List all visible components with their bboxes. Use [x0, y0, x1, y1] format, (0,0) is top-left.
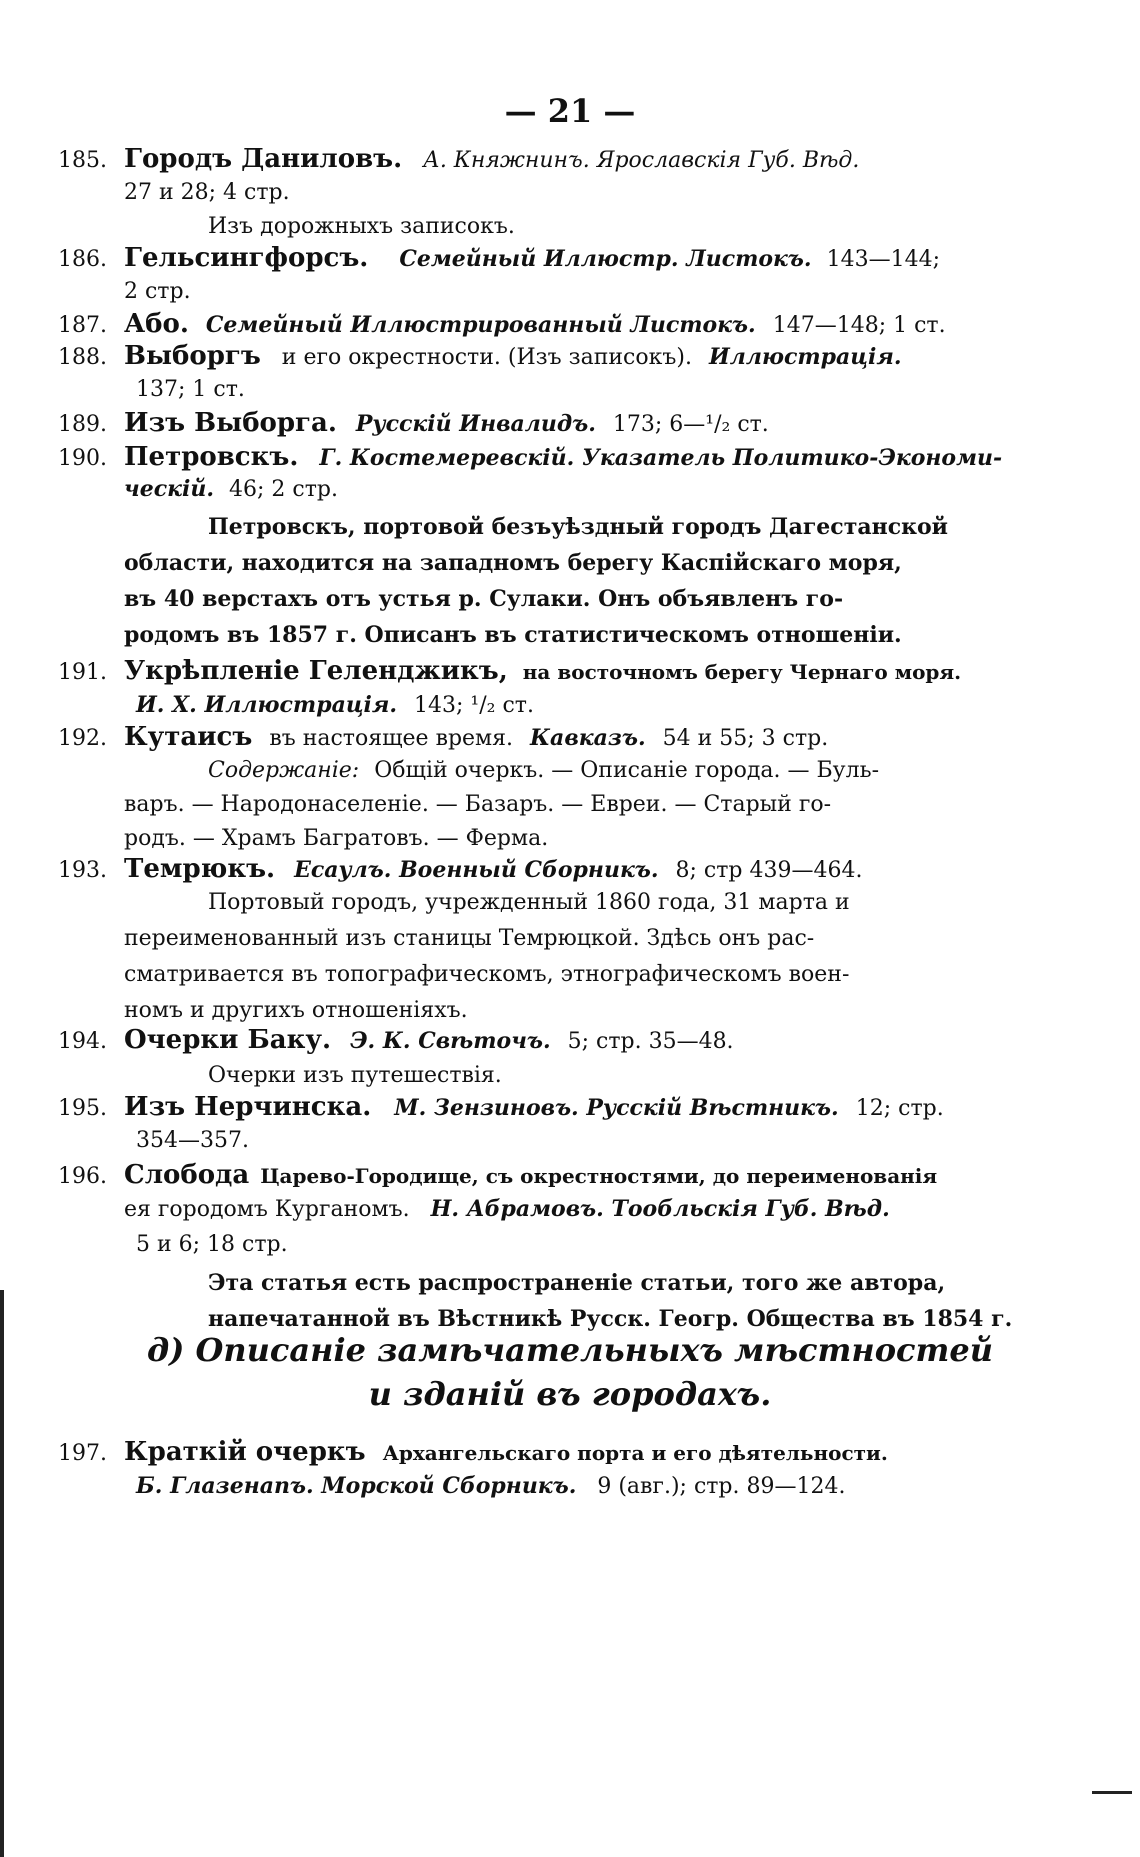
entry-source: Н. Абрамовъ. Тообльскія Губ. Вѣд. [430, 1196, 890, 1222]
entry-pages: 137; 1 ст. [136, 377, 245, 402]
entry-description-line: Портовый городъ, учрежденный 1860 года, 31 марта и [208, 890, 850, 915]
entry-pages: 8; стр 439—464. [675, 858, 863, 883]
entry-source: Г. Костемеревскій. Указатель Политико-Экономи- [319, 445, 1003, 471]
entry-source: Б. Глазенапъ. Морской Сборникъ. [136, 1473, 577, 1499]
entry-text: и его окрестности. (Изъ записокъ). [281, 345, 692, 370]
entry-source-cont: ческій. [124, 476, 215, 502]
entry-title: Городъ Даниловъ. [124, 144, 403, 174]
entry-source: А. Княжнинъ. Ярославскія Губ. Вѣд. [423, 148, 860, 173]
entry-note: Очерки изъ путешествія. [208, 1063, 502, 1088]
entry-source: Есаулъ. Военный Сборникъ. [294, 857, 659, 883]
entry-description-line: въ 40 верстахъ отъ устья р. Сулаки. Онъ объявленъ го- [124, 586, 844, 612]
entry-line [124, 854, 862, 884]
entry-line [124, 722, 828, 752]
section-heading-line-2: и зданій въ городахъ. [368, 1375, 772, 1413]
entry-pages: 173; 6—¹/₂ ст. [612, 412, 769, 437]
page-number: — 21 — [504, 92, 636, 130]
entry-description-line: Общій очеркъ. — Описаніе города. — Буль- [374, 758, 880, 783]
entry-source: Семейный Иллюстр. Листокъ. [399, 246, 812, 272]
entry-source: Кавказъ. [530, 725, 646, 751]
entry-number: 188. [58, 345, 107, 370]
entry-number: 195. [58, 1096, 107, 1121]
entry-title: Петровскъ. [124, 442, 299, 472]
entry-description-line: родъ. — Храмъ Багратовъ. — Ферма. [124, 826, 549, 851]
entry-title: Очерки Баку. [124, 1025, 332, 1055]
entry-number: 189. [58, 412, 107, 437]
entry-title: Изъ Нерчинска. [124, 1092, 372, 1122]
entry-number: 191. [58, 660, 107, 685]
section-heading-line-1: д) Описаніе замѣчательныхъ мѣстностей [146, 1331, 994, 1369]
entry-pages: 143; ¹/₂ ст. [414, 693, 534, 718]
entry-text: въ настоящее время. [269, 726, 514, 751]
entry-title: Изъ Выборга. [124, 408, 337, 438]
entry-description-line: Петровскъ, портовой безъуѣздный городъ Дагестанской [208, 514, 948, 540]
entry-description-line: номъ и другихъ отношеніяхъ. [124, 998, 468, 1023]
entry-pages-cont: 354—357. [136, 1128, 249, 1153]
entry-line [124, 1160, 937, 1190]
entry-pages-cont: 2 стр. [124, 279, 191, 304]
entry-pages: 147—148; 1 ст. [772, 313, 946, 338]
entry-line [136, 1473, 845, 1499]
entry-number: 187. [58, 313, 107, 338]
entry-title: Гельсингфорсъ. [124, 243, 369, 273]
entry-line [136, 692, 534, 718]
entry-number: 186. [58, 247, 107, 272]
entry-text: Архангельскаго порта и его дѣятельности. [382, 1441, 888, 1465]
entry-line [124, 309, 946, 339]
entry-number: 190. [58, 446, 107, 471]
entry-title: Слобода [124, 1160, 250, 1190]
entry-pages: 46; 2 стр. [229, 477, 338, 502]
margin-dash [1092, 1791, 1132, 1794]
entry-pages: 54 и 55; 3 стр. [662, 726, 829, 751]
entry-description-line: переименованный изъ станицы Темрюцкой. Здѣсь онъ рас- [124, 926, 815, 951]
entry-title: Краткій очеркъ [124, 1437, 366, 1467]
entry-description-line: родомъ въ 1857 г. Описанъ въ статистическомъ отношеніи. [124, 622, 902, 648]
entry-line [124, 656, 961, 686]
entry-note: Изъ дорожныхъ записокъ. [208, 214, 515, 239]
entry-description-line: Эта статья есть распространеніе статьи, того же автора, [208, 1270, 946, 1296]
entry-pages: 5 и 6; 18 стр. [136, 1232, 288, 1257]
entry-source: М. Зензиновъ. Русскій Вѣстникъ. [394, 1095, 839, 1121]
entry-number: 197. [58, 1441, 107, 1466]
entry-line [208, 758, 879, 783]
entry-source: Иллюстрація. [708, 344, 902, 370]
entry-description-line: сматривается въ топографическомъ, этнографическомъ воен- [124, 962, 850, 987]
entry-line [124, 408, 769, 438]
entry-description-line: области, находится на западномъ берегу Каспійскаго моря, [124, 550, 902, 576]
entry-pages: 27 и 28; 4 стр. [124, 180, 290, 205]
entry-pages: 12; стр. [855, 1096, 944, 1121]
entry-source: Э. К. Свѣточъ. [350, 1028, 551, 1054]
entry-line [124, 1437, 888, 1467]
entry-title: Темрюкъ. [124, 854, 276, 884]
entry-source: И. Х. Иллюстрація. [136, 692, 398, 718]
entry-line [124, 442, 1002, 472]
entry-number: 193. [58, 858, 107, 883]
entry-number: 185. [58, 148, 107, 173]
entry-description-line: варъ. — Народонаселеніе. — Базаръ. — Евреи. — Старый го- [124, 792, 832, 817]
entry-pages: 143—144; [826, 247, 940, 272]
entry-text: ея городомъ Курганомъ. [124, 1197, 410, 1222]
entry-text: Царево-Городище, съ окрестностями, до переименованія [260, 1164, 938, 1188]
entry-description-line: напечатанной въ Вѣстникѣ Русск. Геогр. Общества въ 1854 г. [208, 1306, 1013, 1332]
entry-source: Семейный Иллюстрированный Листокъ. [205, 312, 756, 338]
entry-line [124, 1025, 734, 1055]
entry-text: на восточномъ берегу Чернаго моря. [522, 660, 962, 684]
entry-line [124, 243, 940, 273]
entry-number: 194. [58, 1029, 107, 1054]
entry-title: Або. [124, 309, 189, 339]
contents-label: Содержаніе: [208, 758, 360, 783]
entry-title: Кутаисъ [124, 722, 253, 752]
entry-pages: 9 (авг.); стр. 89—124. [597, 1474, 846, 1499]
entry-number: 196. [58, 1164, 107, 1189]
entry-line [124, 144, 859, 174]
entry-source: Русскій Инвалидъ. [355, 411, 596, 437]
entry-title: Выборгъ [124, 341, 261, 371]
entry-pages: 5; стр. 35—48. [567, 1029, 734, 1054]
entry-line [124, 1092, 944, 1122]
entry-line [124, 1196, 890, 1222]
entry-line [124, 476, 338, 502]
entry-title: Укрѣпленіе Геленджикъ, [124, 656, 508, 686]
entry-line [124, 341, 902, 371]
entry-number: 192. [58, 726, 107, 751]
